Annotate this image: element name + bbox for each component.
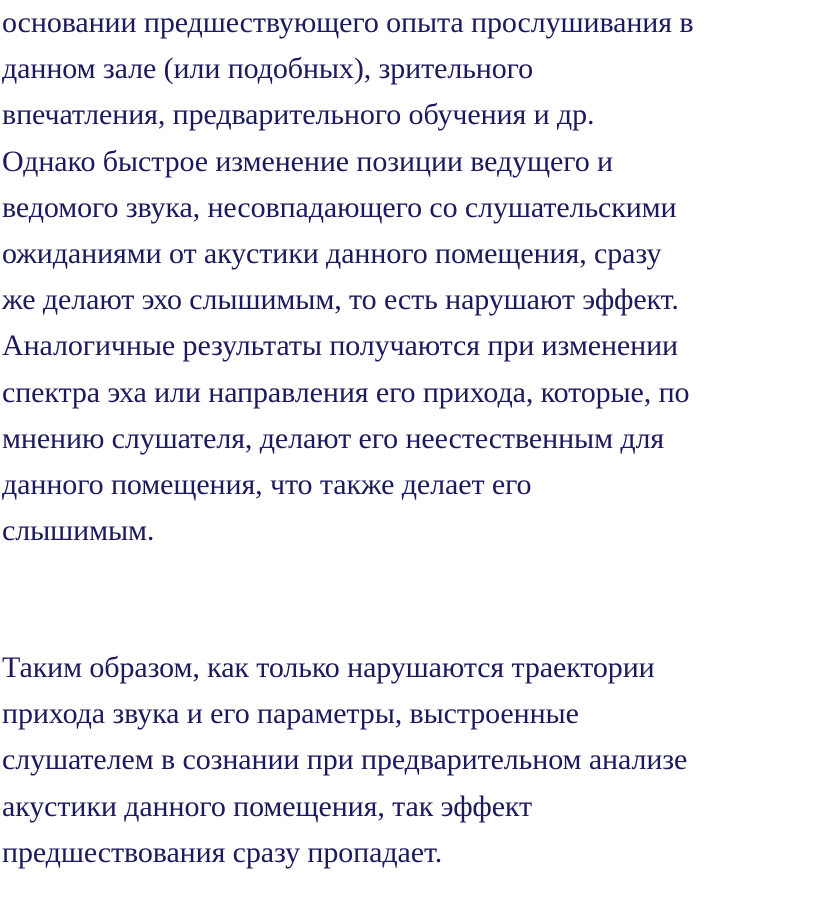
paragraph-2 [2,645,687,876]
text-line: основании предшествующего опыта прослушивания в [2,6,694,39]
text-line: предшествования сразу пропадает. [2,835,443,869]
text-line: же делают эхо слышимым, то есть нарушают эффект. [2,283,679,317]
text-line: ожиданиями от акустики данного помещения, сразу [2,236,662,270]
text-line: слышимым. [2,514,155,548]
text-line: ведомого звука, несовпадающего со слушательскими [2,190,677,224]
text-line: данного помещения, что также делает его [2,467,532,501]
text-line: впечатления, предварительного обучения и др. [2,98,595,132]
text-line: Аналогичные результаты получаются при изменении [2,329,678,363]
text-line: Однако быстрое изменение позиции ведущего и [2,144,613,178]
text-line: акустики данного помещения, так эффект [2,789,533,823]
paragraph-1 [2,0,693,554]
text-line: мнению слушателя, делают его неестественным для [2,421,665,455]
text-line: Таким образом, как только нарушаются траектории [2,651,655,684]
text-line: прихода звука и его параметры, выстроенные [2,697,579,731]
text-line: слушателем в сознании при предварительном анализе [2,743,688,777]
text-line: спектра эха или направления его прихода, которые, по [2,375,690,409]
text-line: данном зале (или подобных), зрительного [2,52,534,86]
